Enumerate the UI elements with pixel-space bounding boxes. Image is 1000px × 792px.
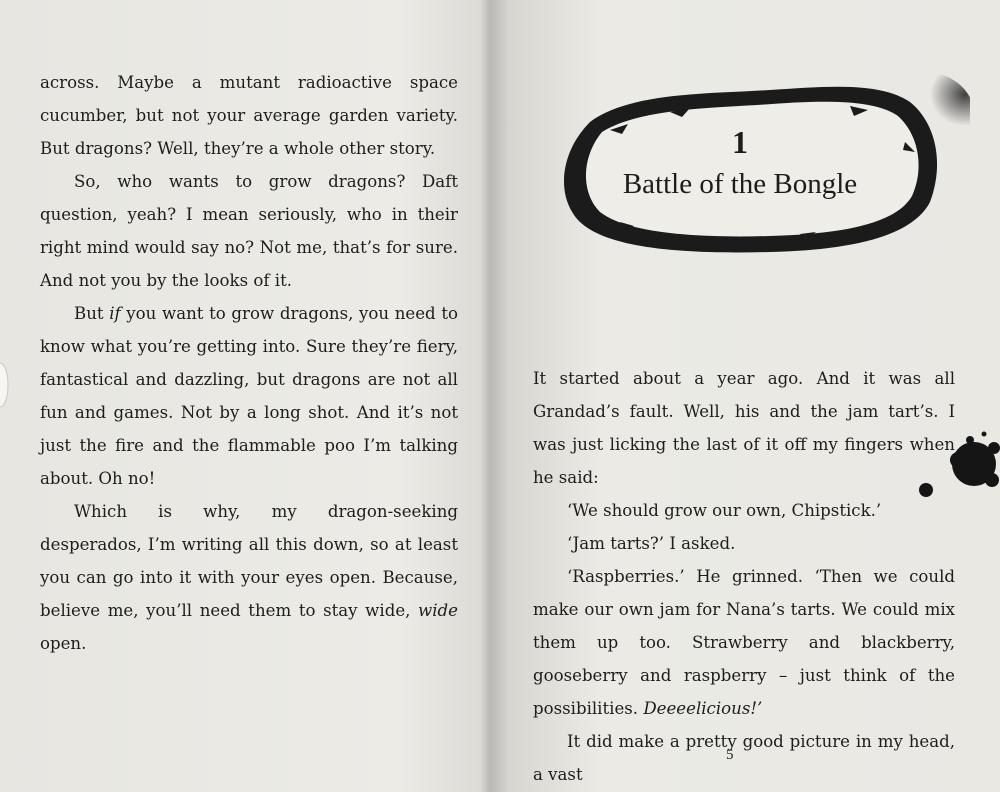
- left-paragraph-3-end: you want to grow dragons, you need to know what you’re getting into. Sure they’re fiery, fantastical and dazzling, but dragons are not all fun and games. Not by a long shot. And it’s not just the fire and the flammable poo I’m talking about. Oh no!: [40, 304, 458, 488]
- right-page-text: [533, 362, 955, 791]
- page-edge-shadow: [0, 360, 10, 410]
- left-paragraph-4: [40, 495, 458, 660]
- right-paragraph-4-start: ‘Raspberries.’ He grinned. ‘Then we could make our own jam for Nana’s tarts. We could mix them up too. Strawberry and blackberry, gooseberry and raspberry – just think of the possibilities.: [533, 567, 955, 718]
- left-paragraph-4-emphasis: wide: [418, 601, 458, 620]
- burnt-hole-frame: [550, 72, 970, 262]
- right-paragraph-4: [533, 560, 955, 725]
- right-paragraph-5: It did make a pretty good picture in my head, a vast: [533, 732, 955, 784]
- ink-blot-decoration: [908, 420, 1000, 510]
- chapter-number: 1: [732, 124, 748, 160]
- left-paragraph-4-start: Which is why, my dragon-seeking desperados, I’m writing all this down, so at least you can go into it with your eyes open. Because, believe me, you’ll need them to stay wide,: [40, 502, 458, 620]
- right-page: [490, 0, 1000, 792]
- right-paragraph-2: ‘We should grow our own, Chipstick.’: [567, 501, 882, 520]
- right-paragraph-3: ‘Jam tarts?’ I asked.: [567, 534, 736, 553]
- left-paragraph-3: [40, 297, 458, 495]
- left-paragraph-1: across. Maybe a mutant radioactive space cucumber, but not your average garden variety. But dragons? Well, they’re a whole other story.: [40, 73, 458, 158]
- page-number: 5: [726, 747, 734, 763]
- chapter-heading: [550, 72, 970, 262]
- left-paragraph-2: So, who wants to grow dragons? Daft question, yeah? I mean seriously, who in their right mind would say no? Not me, that’s for sure. And not you by the looks of it.: [40, 172, 458, 290]
- left-page: [0, 0, 490, 792]
- left-page-text: [40, 66, 458, 660]
- chapter-title: Battle of the Bongle: [622, 168, 858, 200]
- right-paragraph-1: It started about a year ago. And it was all Grandad’s fault. Well, his and the jam tart’s. I was just licking the last of it off my fingers when he said:: [533, 369, 955, 487]
- left-paragraph-4-end: open.: [40, 634, 87, 653]
- left-paragraph-3-start: But: [74, 304, 110, 323]
- right-paragraph-4-emphasis: Deeeelicious!’: [643, 699, 763, 718]
- left-paragraph-3-emphasis: if: [109, 304, 121, 323]
